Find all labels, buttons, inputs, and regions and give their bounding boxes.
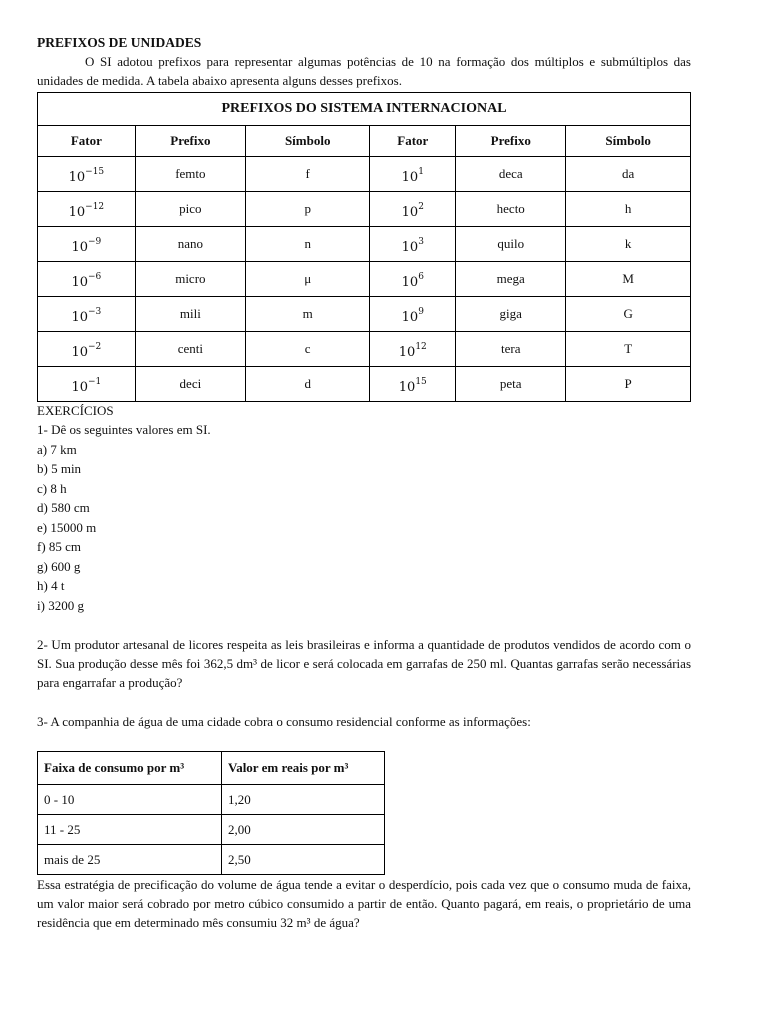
factor-cell xyxy=(370,157,456,192)
q1-item: b) 5 min xyxy=(37,461,82,476)
symbol-cell: m xyxy=(245,297,369,332)
power-base: 10 xyxy=(401,310,419,326)
prefix-cell: mega xyxy=(456,262,566,297)
si-header-prefixo: Prefixo xyxy=(135,126,245,157)
power-base: 10 xyxy=(401,205,419,221)
q1-item: i) 3200 g xyxy=(37,597,84,613)
prefix-cell: deci xyxy=(135,367,245,402)
factor-cell xyxy=(370,192,456,227)
tariff-price-cell: 2,50 xyxy=(222,845,385,875)
power-base: 10 xyxy=(401,240,419,256)
power-exponent: −12 xyxy=(85,201,105,212)
prefix-cell: mili xyxy=(135,297,245,332)
power-base: 10 xyxy=(71,380,89,396)
power-exponent: 1 xyxy=(418,166,424,177)
factor-cell xyxy=(38,332,136,367)
q2-text: 2- Um produtor artesanal de licores respeita as leis brasileiras e informa a quantidade de produtos vendidos de acordo com o SI. Sua produção desse mês foi 362,5 dm³ de licor e será colocada em garrafas de 250 ml. Quantas garrafas serão necessárias para engarrafar a produção? xyxy=(37,637,691,690)
si-table-row xyxy=(38,157,691,192)
symbol-cell: G xyxy=(566,297,691,332)
prefix-cell: tera xyxy=(456,332,566,367)
tariff-header-range: Faixa de consumo por m³ xyxy=(38,752,222,785)
symbol-cell: n xyxy=(245,227,369,262)
tariff-range-cell: mais de 25 xyxy=(38,845,222,875)
factor-cell xyxy=(38,192,136,227)
document-page xyxy=(37,34,691,932)
si-table-caption: PREFIXOS DO SISTEMA INTERNACIONAL xyxy=(38,93,691,126)
prefix-cell: micro xyxy=(135,262,245,297)
q1-item-list xyxy=(37,440,691,616)
power-base: 10 xyxy=(398,380,416,396)
tariff-row xyxy=(38,785,385,815)
symbol-cell: M xyxy=(566,262,691,297)
factor-cell xyxy=(370,297,456,332)
si-table-row xyxy=(38,332,691,367)
q3-followup: Essa estratégia de precificação do volume de água tende a evitar o desperdício, pois cada vez que o consumo muda de faixa, um valor maior será cobrado por metro cúbico consumido a partir de então. Quanto pagará, em reais, o proprietário de uma residência que em determinado mês consumiu 32 m³ de água? xyxy=(37,877,691,930)
prefix-cell: giga xyxy=(456,297,566,332)
symbol-cell: P xyxy=(566,367,691,402)
power-exponent: 6 xyxy=(418,271,424,282)
factor-cell xyxy=(370,367,456,402)
intro-paragraph: O SI adotou prefixos para representar algumas potências de 10 na formação dos múltiplos e submúltiplos das unidades de medida. A tabela abaixo apresenta alguns desses prefixos. xyxy=(37,54,691,88)
power-exponent: 15 xyxy=(415,376,427,387)
tariff-price-cell: 2,00 xyxy=(222,815,385,845)
power-base: 10 xyxy=(71,310,89,326)
document-heading: PREFIXOS DE UNIDADES xyxy=(37,35,202,50)
prefix-cell: centi xyxy=(135,332,245,367)
q1-item: f) 85 cm xyxy=(37,539,82,554)
power-base: 10 xyxy=(71,345,89,361)
prefix-cell: quilo xyxy=(456,227,566,262)
prefix-cell: deca xyxy=(456,157,566,192)
si-table-row xyxy=(38,262,691,297)
power-exponent: −6 xyxy=(88,271,102,282)
factor-cell xyxy=(370,227,456,262)
factor-cell xyxy=(38,227,136,262)
power-exponent: 9 xyxy=(418,306,424,317)
q1-item: g) 600 g xyxy=(37,558,81,574)
prefix-cell: peta xyxy=(456,367,566,402)
prefix-cell: nano xyxy=(135,227,245,262)
q1-item: a) 7 km xyxy=(37,441,77,457)
prefix-cell: femto xyxy=(135,157,245,192)
power-exponent: −1 xyxy=(88,376,102,387)
si-table-row xyxy=(38,227,691,262)
power-base: 10 xyxy=(401,170,419,186)
q1-item: e) 15000 m xyxy=(37,519,97,535)
si-table-row xyxy=(38,367,691,402)
si-header-prefixo-2: Prefixo xyxy=(456,126,566,157)
symbol-cell: d xyxy=(245,367,369,402)
factor-cell xyxy=(38,157,136,192)
power-exponent: −3 xyxy=(88,306,102,317)
si-header-fator-2: Fator xyxy=(370,126,456,157)
water-tariff-table xyxy=(37,751,385,875)
symbol-cell: p xyxy=(245,192,369,227)
tariff-price-cell: 1,20 xyxy=(222,785,385,815)
exercises-title: EXERCÍCIOS xyxy=(37,403,114,418)
symbol-cell: h xyxy=(566,192,691,227)
power-exponent: −15 xyxy=(85,166,105,177)
si-table-row xyxy=(38,192,691,227)
tariff-header-price: Valor em reais por m³ xyxy=(222,752,385,785)
si-table-row xyxy=(38,297,691,332)
power-base: 10 xyxy=(398,345,416,361)
symbol-cell: k xyxy=(566,227,691,262)
tariff-range-cell: 11 - 25 xyxy=(38,815,222,845)
factor-cell xyxy=(38,367,136,402)
power-base: 10 xyxy=(71,240,89,256)
si-header-simbolo: Símbolo xyxy=(245,126,369,157)
factor-cell xyxy=(38,262,136,297)
q3-prompt: 3- A companhia de água de uma cidade cobra o consumo residencial conforme as informações: xyxy=(37,714,531,729)
q1-item: h) 4 t xyxy=(37,578,65,593)
power-exponent: −2 xyxy=(88,341,102,352)
factor-cell xyxy=(370,332,456,367)
tariff-row xyxy=(38,845,385,875)
power-base: 10 xyxy=(68,170,86,186)
factor-cell xyxy=(370,262,456,297)
power-exponent: −9 xyxy=(88,236,102,247)
tariff-row xyxy=(38,815,385,845)
factor-cell xyxy=(38,297,136,332)
power-base: 10 xyxy=(68,205,86,221)
symbol-cell: μ xyxy=(245,262,369,297)
symbol-cell: T xyxy=(566,332,691,367)
symbol-cell: f xyxy=(245,157,369,192)
prefix-cell: hecto xyxy=(456,192,566,227)
symbol-cell: c xyxy=(245,332,369,367)
si-header-fator: Fator xyxy=(38,126,136,157)
tariff-range-cell: 0 - 10 xyxy=(38,785,222,815)
power-exponent: 2 xyxy=(418,201,424,212)
q1-prompt: 1- Dê os seguintes valores em SI. xyxy=(37,422,211,437)
q1-item: d) 580 cm xyxy=(37,500,90,515)
prefix-cell: pico xyxy=(135,192,245,227)
power-base: 10 xyxy=(71,275,89,291)
q1-item: c) 8 h xyxy=(37,480,67,496)
si-prefix-table xyxy=(37,92,691,402)
power-exponent: 12 xyxy=(415,341,427,352)
power-base: 10 xyxy=(401,275,419,291)
power-exponent: 3 xyxy=(418,236,424,247)
si-header-simbolo-2: Símbolo xyxy=(566,126,691,157)
symbol-cell: da xyxy=(566,157,691,192)
